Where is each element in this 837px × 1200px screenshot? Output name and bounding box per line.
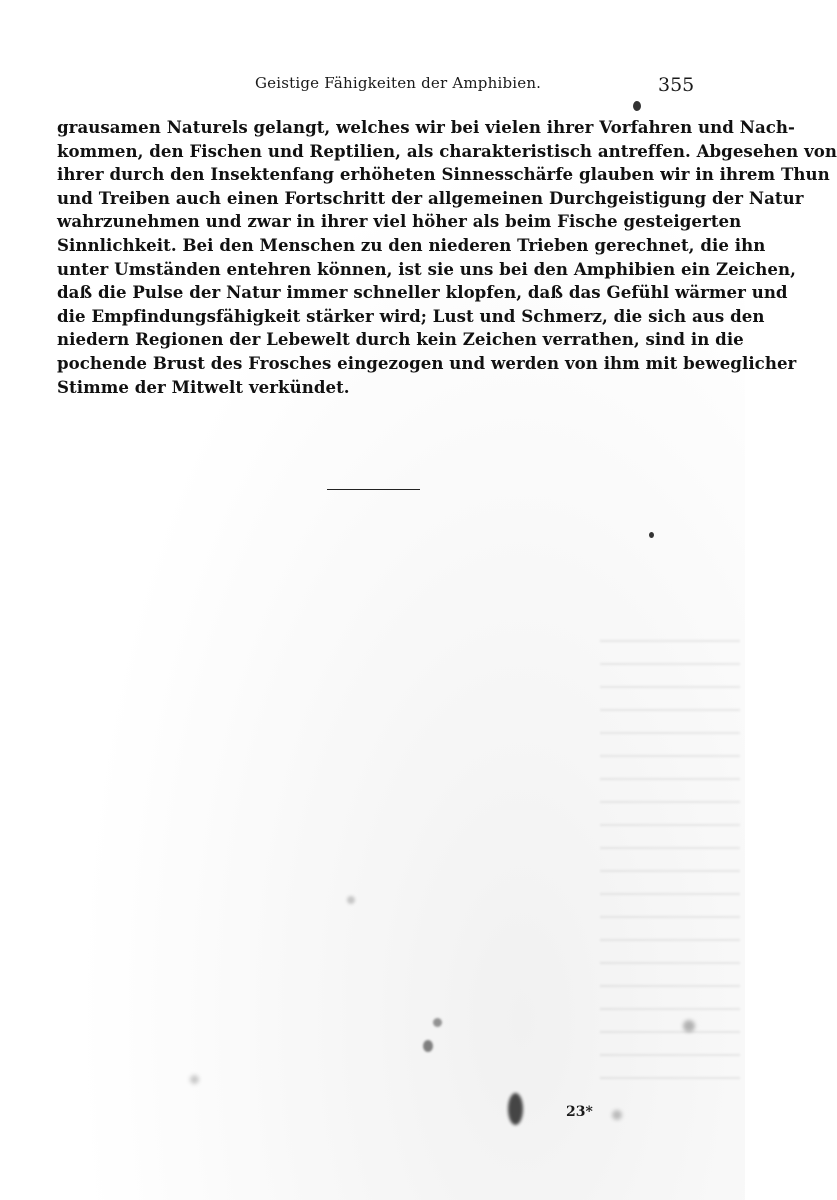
ink-speck bbox=[423, 1040, 433, 1052]
text-line: unter Umständen entehren können, ist sie uns bei den Amphibien ein Zeichen, bbox=[57, 258, 796, 279]
text-line: pochende Brust des Frosches eingezogen und werden von ihm mit beweglicher bbox=[57, 352, 797, 373]
ink-speck bbox=[612, 1110, 622, 1120]
text-line: daß die Pulse der Natur immer schneller klopfen, daß das Gefühl wärmer und bbox=[57, 282, 788, 303]
ink-speck bbox=[347, 896, 355, 904]
text-line: ihrer durch den Insektenfang erhöheten Sinnesschärfe glauben wir in ihrem Thun bbox=[57, 164, 830, 185]
ink-speck bbox=[633, 101, 641, 111]
body-paragraph bbox=[57, 116, 837, 399]
text-line: und Treiben auch einen Fortschritt der allgemeinen Durchgeistigung der Natur bbox=[57, 187, 804, 208]
text-line: kommen, den Fischen und Reptilien, als charakteristisch antreffen. Abgesehen von bbox=[57, 140, 837, 161]
text-line: Stimme der Mitwelt verkündet. bbox=[57, 376, 350, 397]
text-line: grausamen Naturels gelangt, welches wir bei vielen ihrer Vorfahren und Nach- bbox=[57, 117, 795, 137]
signature-mark: 23* bbox=[566, 1104, 593, 1120]
text-line: Sinnlichkeit. Bei den Menschen zu den niederen Trieben gerechnet, die ihn bbox=[57, 234, 766, 255]
ink-speck bbox=[649, 532, 654, 538]
text-line: wahrzunehmen und zwar in ihrer viel höher als beim Fische gesteigerten bbox=[57, 211, 742, 232]
text-line: die Empfindungsfähigkeit stärker wird; Lust und Schmerz, die sich aus den bbox=[57, 305, 765, 326]
running-title: Geistige Fähigkeiten der Amphibien. bbox=[255, 74, 542, 92]
ink-speck bbox=[190, 1075, 199, 1084]
bleed-through-shadow bbox=[600, 640, 740, 1100]
ink-speck bbox=[683, 1020, 695, 1032]
text-line: niedern Regionen der Lebewelt durch kein Zeichen verrathen, sind in die bbox=[57, 329, 744, 350]
ink-speck bbox=[433, 1018, 442, 1027]
ink-speck bbox=[508, 1093, 523, 1125]
page-number: 355 bbox=[658, 74, 695, 96]
section-end-rule bbox=[327, 489, 420, 490]
